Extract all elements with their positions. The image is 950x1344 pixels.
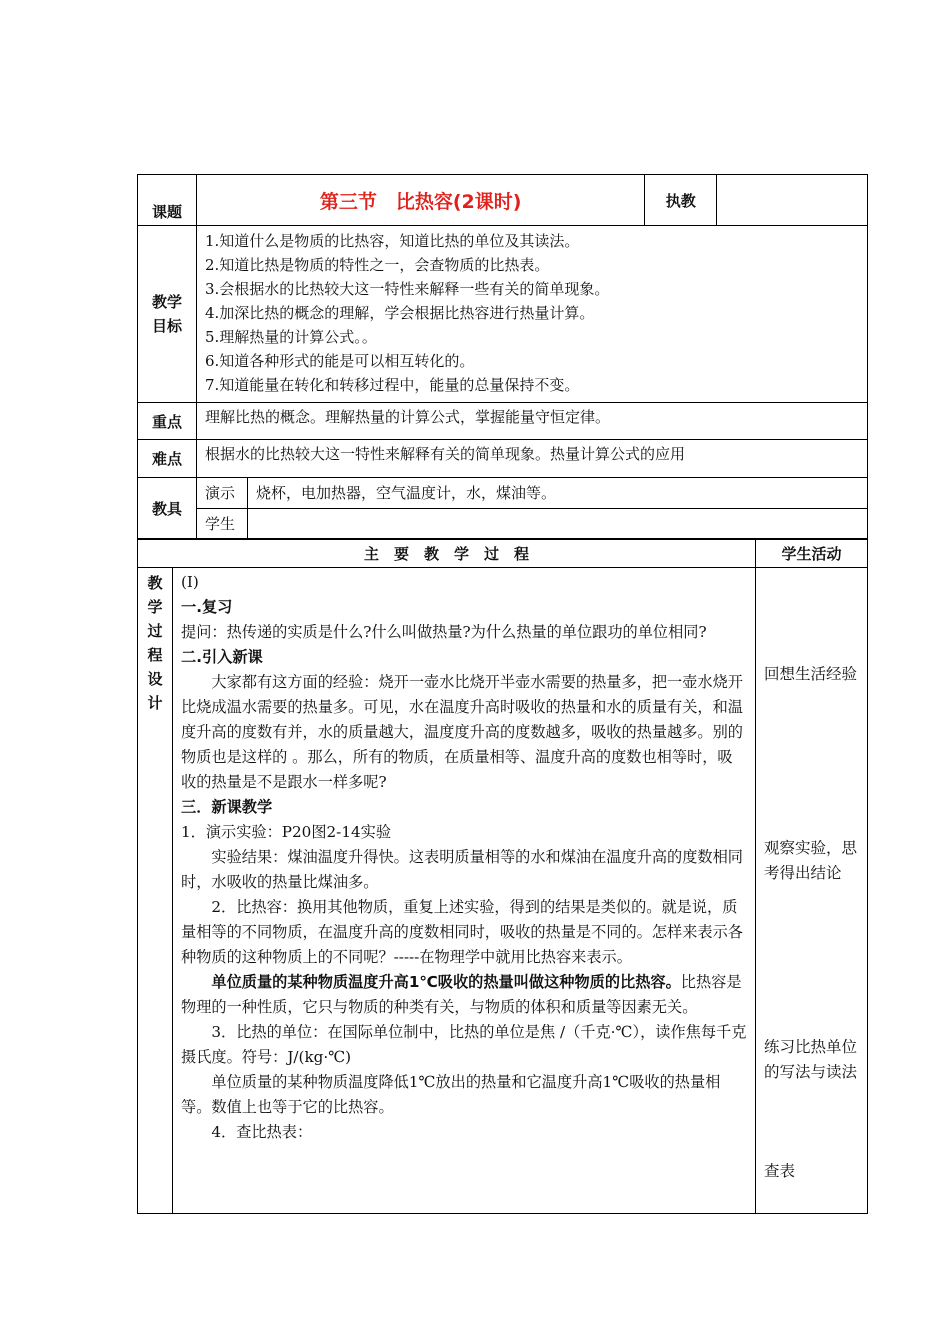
objectives-label-cell: [138, 226, 197, 403]
key-point-label-cell: [138, 403, 197, 440]
activity-recall: 回想生活经验: [764, 665, 858, 683]
paragraph-experiment: 1．演示实验：P20图2-14实验: [181, 823, 392, 841]
objective-item: 6.知道各种形式的能是可以相互转化的。: [205, 352, 475, 370]
objective-item: 4.加深比热的概念的理解，学会根据比热容进行热量计算。: [205, 304, 595, 322]
activity-lookup: 查表: [764, 1162, 796, 1180]
paragraph-definition: [181, 970, 747, 1020]
section-intro-title: 二.引入新课: [181, 648, 263, 666]
paragraph-table: 4．查比热表：: [211, 1123, 313, 1141]
objective-item: 5.理解热量的计算公式。。: [205, 328, 377, 346]
objective-item: 2.知道比热是物质的特性之一，会查物质的比热表。: [205, 256, 550, 274]
topic-label-cell: [138, 175, 197, 226]
part-label: (I): [181, 573, 199, 591]
objective-item: 1.知道什么是物质的比热容，知道比热的单位及其读法。: [205, 232, 580, 250]
process-side-label: 教 学 过 程 设 计: [147, 574, 163, 712]
demo-text: 烧杯，电加热器，空气温度计，水，煤油等。: [256, 484, 557, 502]
teacher-label-cell: [645, 175, 717, 226]
activity-header: 学生活动: [781, 545, 842, 563]
section-review-text: 提问：热传递的实质是什么?什么叫做热量?为什么热量的单位跟功的单位相同?: [181, 623, 707, 641]
info-table: [137, 225, 868, 539]
objective-item: 7.知道能量在转化和转移过程中，能量的总量保持不变。: [205, 376, 580, 394]
difficulty-text: 根据水的比热较大这一特性来解释有关的简单现象。热量计算公式的应用: [205, 445, 686, 463]
teacher-label: 执教: [665, 191, 696, 210]
process-header: 主 要 教 学 过 程: [363, 545, 529, 563]
activity-cell: [756, 568, 868, 1214]
process-content-cell: [173, 568, 756, 1214]
key-point-text: 理解比热的概念。理解热量的计算公式，掌握能量守恒定律。: [205, 408, 611, 426]
demo-text-cell: [248, 478, 868, 509]
tools-label: 教具: [151, 499, 182, 518]
activity-header-cell: [756, 540, 868, 568]
definition-rest: 比热容是物理的一种性质，它只与物质的种类有关，与物质的体积和质量等因素无关。: [181, 973, 742, 1016]
paragraph-specific-heat: 2．比热容：换用其他物质，重复上述实验，得到的结果是类似的。就是说，质量相等的不同物质，在温度升高的度数相同时，吸收的热量是不同的。怎样来表示各种物质的这种物质上的不同呢？-----在物理学中就用比热容来表示。: [181, 898, 743, 966]
tools-label-cell: [138, 478, 197, 539]
process-table: [137, 539, 868, 1214]
student-label: 学生: [205, 514, 236, 533]
objectives-label-2: 目标: [151, 317, 182, 335]
title-cell: [196, 175, 644, 226]
activity-practice: 练习比热单位的写法与读法: [764, 1038, 858, 1081]
student-label-cell: [197, 509, 248, 539]
lesson-title: 第三节 比热容(2课时): [319, 190, 522, 213]
section-review-title: 一.复习: [181, 598, 233, 616]
section-new-title: 三．新课教学: [181, 798, 273, 816]
definition-bold: 单位质量的某种物质温度升高1℃吸收的热量叫做这种物质的比热容。: [211, 973, 681, 991]
topic-label: 课题: [151, 203, 182, 221]
key-point-label: 重点: [151, 412, 182, 431]
process-header-cell: [138, 540, 756, 568]
objectives-label-1: 教学: [151, 293, 182, 311]
objective-item: 3.会根据水的比热较大这一特性来解释一些有关的简单现象。: [205, 280, 610, 298]
student-text-cell: [248, 509, 868, 539]
objectives-cell: [197, 226, 868, 403]
difficulty-cell: [197, 440, 868, 478]
paragraph-unit: 3．比热的单位：在国际单位制中，比热的单位是焦 /（千克·℃），读作焦每千克摄氏度。符号：J/(kg·℃): [181, 1023, 747, 1066]
demo-label-cell: [197, 478, 248, 509]
teacher-value-cell: [717, 175, 868, 226]
header-table: [137, 174, 868, 226]
difficulty-label: 难点: [151, 450, 182, 468]
difficulty-label-cell: [138, 440, 197, 478]
paragraph-cooling: 单位质量的某种物质温度降低1℃放出的热量和它温度升高1℃吸收的热量相等。数值上也等于它的比热容。: [181, 1073, 721, 1116]
activity-observe: 观察实验，思考得出结论: [764, 839, 858, 882]
paragraph-result: 实验结果：煤油温度升得快。这表明质量相等的水和煤油在温度升高的度数相同时，水吸收的热量比煤油多。: [181, 848, 743, 891]
process-side-label-cell: [138, 568, 173, 1214]
demo-label: 演示: [205, 484, 236, 502]
key-point-cell: [197, 403, 868, 440]
section-intro-text: 大家都有这方面的经验：烧开一壶水比烧开半壶水需要的热量多，把一壶水烧开比烧成温水需要的热量多。可见，水在温度升高时吸收的热量和水的质量有关，和温度升高的度数有并，水的质量越大，温度度升高的度数越多，吸收的热量越多。别的物质也是这样的 。那么，所有的物质，在质量相等、温度升高的度数也相等时，吸收的热量是不是跟水一样多呢?: [181, 673, 743, 791]
